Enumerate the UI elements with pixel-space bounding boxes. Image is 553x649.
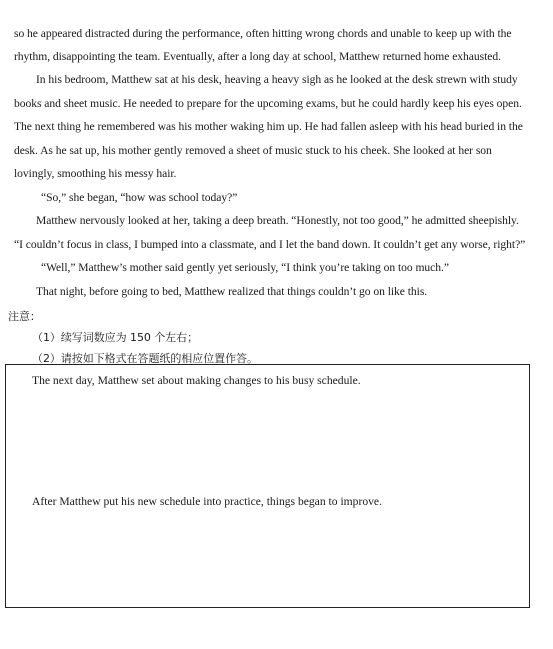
passage-line: lovingly, smoothing his messy hair. xyxy=(14,167,177,180)
notes-heading: 注意： xyxy=(8,310,41,323)
passage-line: Matthew nervously looked at her, taking a deep breath. “Honestly, not too good,” he admitted sheepishly. xyxy=(36,214,519,227)
passage-line: That night, before going to bed, Matthew realized that things couldn’t go on like this. xyxy=(36,285,428,298)
passage-line: “I couldn’t focus in class, I bumped into a classmate, and I let the band down. It couldn’t get any worse, right?” xyxy=(14,238,526,251)
note-item: （1）续写词数应为 150 个左右； xyxy=(32,331,199,344)
passage-line: The next thing he remembered was his mother waking him up. He had fallen asleep with his head buried in the xyxy=(14,120,523,133)
passage-line: so he appeared distracted during the performance, often hitting wrong chords and unable to keep up with the xyxy=(14,27,512,40)
passage-line: rhythm, disappointing the team. Eventually, after a long day at school, Matthew returned home exhausted. xyxy=(14,50,501,63)
passage-line: books and sheet music. He needed to prepare for the upcoming exams, but he could hardly keep his eyes open. xyxy=(14,97,522,110)
passage-line: “Well,” Matthew’s mother said gently yet seriously, “I think you’re taking on too much.” xyxy=(41,261,449,274)
passage-line: In his bedroom, Matthew sat at his desk, heaving a heavy sigh as he looked at the desk strewn with study xyxy=(36,73,518,86)
continuation-prompt-2: After Matthew put his new schedule into practice, things began to improve. xyxy=(32,495,382,508)
continuation-prompt-1: The next day, Matthew set about making changes to his busy schedule. xyxy=(32,374,361,387)
passage-line: desk. As he sat up, his mother gently removed a sheet of music stuck to his cheek. She looked at her son xyxy=(14,144,492,157)
note-item: （2）请按如下格式在答题纸的相应位置作答。 xyxy=(32,352,258,365)
passage-line: “So,” she began, “how was school today?” xyxy=(41,191,238,204)
answer-box[interactable] xyxy=(5,364,530,608)
